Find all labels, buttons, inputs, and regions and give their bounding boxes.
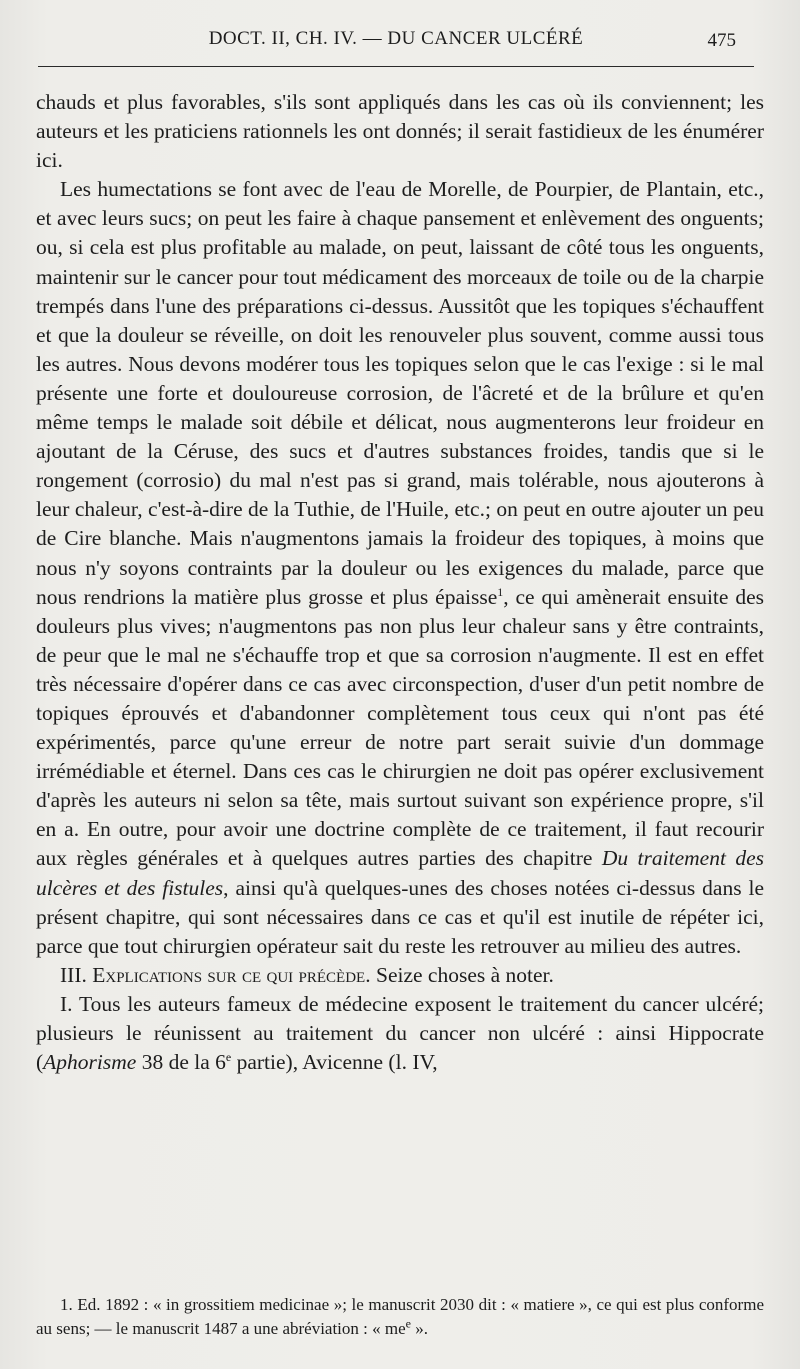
cited-chapter-title: Du traitement des ulcères et des fistules xyxy=(36,846,765,900)
paragraph-humectations xyxy=(36,175,764,961)
paragraph-text: , ce qui amènerait ensuite des douleurs plus vives; n'augmentons pas non plus leur chaleur sans y être contraints, de peur que le mal ne s'échauffe trop et que sa corrosion n'augmente. Il est en effet très nécessaire d'opérer dans ce cas avec circonspection, d'user d'un petit nombre de topiques éprouvés et d'abandonner complètement tous ceux qui n'ont pas été expérimentés, parce qu'une erreur de notre part serait suivie d'un dommage irrémédiable et éternel. Dans ces cas le chirurgien ne doit pas opérer exclusivement d'après les auteurs ni selon sa tête, mais surtout suivant son expérience propre, s'il en a. En outre, pour avoir une doctrine complète de ce traitement, il faut recourir aux règles générales et à quelques autres parties des chapitre xyxy=(36,584,764,871)
section-heading xyxy=(36,961,764,990)
footnote-text: ». xyxy=(410,1319,428,1338)
running-title: DOCT. II, CH. IV. — DU CANCER ULCÉRÉ xyxy=(208,28,584,49)
section-number: III. xyxy=(60,962,87,987)
section-title: Explications sur ce qui précède. xyxy=(92,962,371,987)
paragraph-text: Les humectations se font avec de l'eau de Morelle, de Pourpier, de Plantain, etc., et avec leurs sucs; on peut les faire à chaque pansement et enlèvement des onguents; ou, si cela est plus profitable au malade, on peut, laissant de côté tous les onguents, maintenir sur le cancer pour tout médicament des morceaux de toile ou de la charpie trempés dans l'une des préparations ci-dessus. Aussitôt que les topiques s'échauffent et que la douleur se réveille, on doit les renouveler plus souvent, comme aussi tous les autres. Nous devons modérer tous les topiques selon que le cas l'exige : si le mal présente une forte et douloureuse corrosion, de l'âcreté et de la brûlure et qu'en même temps le malade soit débile et délicat, nous augmenterons leur froideur en ajoutant de la Céruse, des sucs et d'autres substances froides, tandis que si le rongement (corrosio) du mal n'est pas si grand, mais tolérable, nous ajouterons à leur chaleur, c'est-à-dire de la Tuthie, de l'Huile, etc.; on peut en outre ajouter un peu de Cire blanche. Mais n'augmentons jamais la froideur des topiques, à moins que nous n'y soyons contraints par la douleur ou les exigences du malade, parce que nous rendrions la matière plus grosse et plus épaisse xyxy=(36,177,764,609)
footnote-1 xyxy=(36,1293,764,1341)
footnote-superscript: e xyxy=(405,1316,411,1331)
paragraph-continuation: chauds et plus favorables, s'ils sont appliqués dans les cas où ils conviennent; les auteurs et les praticiens rationnels les ont donnés; il serait fastidieux de les énumérer ici. xyxy=(36,90,764,173)
footnotes xyxy=(36,1293,764,1341)
footnote-text: 1. Ed. 1892 : « in grossitiem medicinae »; le manuscrit 2030 dit : « matiere », ce qui est plus conforme au sens; — le manuscrit 1487 a une abréviation : « me xyxy=(36,1295,764,1338)
paragraph-text: I. Tous les auteurs fameux de médecine exposent le traitement du cancer ulcéré; plusieurs le réunissent au traitement du cancer non ulcéré : ainsi Hippocrate ( xyxy=(36,991,764,1075)
paragraph-text: partie), Avicenne (l. IV, xyxy=(231,1050,438,1075)
cited-work-title: Aphorisme xyxy=(43,1050,137,1075)
section-subtitle: Seize choses à noter. xyxy=(375,962,554,987)
paragraph-text: 38 de la 6 xyxy=(136,1050,226,1075)
footnote-reference[interactable]: 1 xyxy=(497,584,504,599)
ordinal-superscript: e xyxy=(225,1049,232,1064)
main-text xyxy=(36,88,764,1077)
page-header xyxy=(38,26,754,58)
page-number: 475 xyxy=(707,30,736,51)
paragraph-note-one xyxy=(36,990,764,1077)
header-rule xyxy=(38,66,754,67)
paragraph-text: , ainsi qu'à quelques-unes des choses notées ci-dessus dans le présent chapitre, qui sont nécessaires dans ce cas et qu'il est inutile de répéter ici, parce que tout chirurgien opérateur sait du reste les retrouver au milieu des autres. xyxy=(36,875,764,958)
